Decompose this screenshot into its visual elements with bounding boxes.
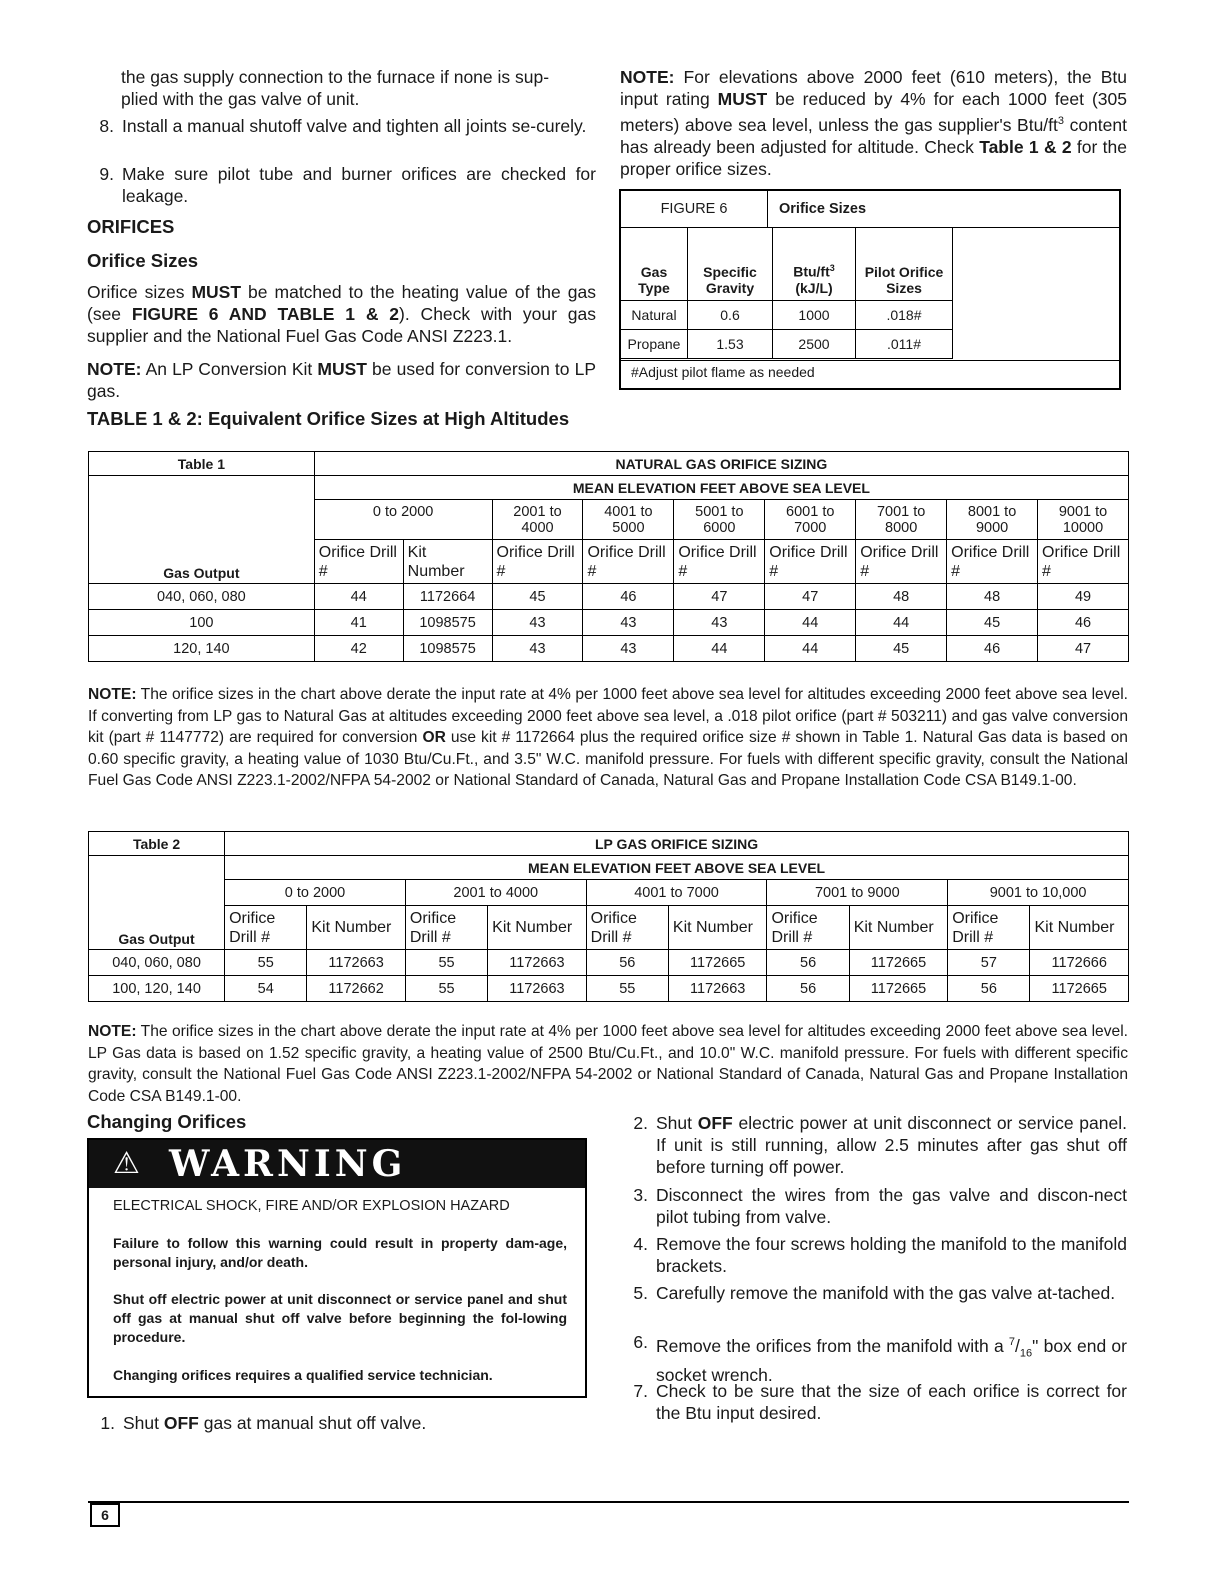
warning-banner bbox=[89, 1140, 585, 1188]
figure-6-table bbox=[621, 228, 953, 359]
orifice-sizes-paragraph: Orifice sizes MUST be matched to the heating value of the gas (see FIGURE 6 AND TABLE 1 & 2). Check with your gas supplier and the National Fuel Gas Code ANSI Z223.1. bbox=[87, 282, 597, 346]
col-btu: Btu/$ft^3$ (kJ/L) bbox=[773, 228, 856, 300]
table-row: Propane 1.53 2500 .011# bbox=[621, 329, 953, 358]
table-row: 040, 060, 080 44 1172664 45 46 47 47 48 48 49 bbox=[89, 584, 1129, 610]
lp-gas-note: NOTE: The orifice sizes in the chart above derate the input rate at 4% per 1000 feet above sea level for altitudes exceeding 2000 feet above sea level. LP Gas data is based on 1.52 specific gravity, a heating value of 2500 Btu/Cu.Ft., and 10.0" W.C. manifold pressure. For fuels with different specific gravity, consult the National Fuel Gas Code ANSI Z223.1-2002/NFPA 54-2002 or National Standard of Canada, Natural Gas and Propane Installation Code CSA B149.1-00. bbox=[88, 1023, 1128, 1105]
range-header: 9001 to 10,000 bbox=[948, 880, 1129, 906]
step-8: 8. Install a manual shutoff valve and tighten all joints se-curely. bbox=[99, 116, 587, 136]
range-header: 8001 to 9000 bbox=[947, 500, 1038, 540]
table-heading: TABLE 1 & 2: Equivalent Orifice Sizes at High Altitudes bbox=[87, 408, 570, 429]
heading-orifice-sizes: Orifice Sizes bbox=[87, 250, 199, 271]
warning-qualification: Changing orifices requires a qualified service technician. bbox=[113, 1367, 493, 1383]
step-1: 1. Shut OFF gas at manual shut off valve. bbox=[100, 1413, 427, 1433]
col-pilot: Pilot Orifice Sizes bbox=[856, 228, 953, 300]
lp-kit-note: NOTE: An LP Conversion Kit MUST be used for conversion to LP gas. bbox=[87, 359, 596, 401]
table-title: NATURAL GAS ORIFICE SIZING bbox=[314, 452, 1128, 476]
page-number: 6 bbox=[90, 1503, 120, 1527]
table-row: 120, 140 42 1098575 43 43 44 44 45 46 47 bbox=[89, 636, 1129, 662]
heading-orifices: ORIFICES bbox=[87, 216, 175, 237]
range-header: 7001 to 9000 bbox=[767, 880, 948, 906]
step-9: 9. Make sure pilot tube and burner orifices are checked for leakage. bbox=[99, 164, 596, 206]
table-subtitle: MEAN ELEVATION FEET ABOVE SEA LEVEL bbox=[225, 856, 1129, 880]
hazard-text: ELECTRICAL SHOCK, FIRE AND/OR EXPLOSION HAZARD bbox=[113, 1198, 510, 1214]
warning-consequence: Failure to follow this warning could result in property dam-age, personal injury, and/or death. bbox=[113, 1235, 567, 1270]
table-row: 100 41 1098575 43 43 43 44 44 45 46 bbox=[89, 610, 1129, 636]
table-subtitle: MEAN ELEVATION FEET ABOVE SEA LEVEL bbox=[314, 476, 1128, 500]
range-header: 2001 to 4000 bbox=[492, 500, 583, 540]
col-specific-gravity: Specific Gravity bbox=[688, 228, 773, 300]
table-row: 040, 060, 080 55 1172663 55 1172663 56 1172665 56 1172665 57 1172666 bbox=[89, 950, 1129, 976]
step-7: 7. Check to be sure that the size of each orifice is correct for the Btu input desired. bbox=[633, 1381, 1127, 1423]
step-2: 2. Shut OFF electric power at unit disconnect or service panel. If unit is still running, allow 2.5 minutes after gas shut off before turning off power. bbox=[633, 1113, 1127, 1177]
range-header: 6001 to 7000 bbox=[765, 500, 856, 540]
warning-title: WARNING bbox=[169, 1143, 407, 1185]
gas-output-header: Gas Output bbox=[89, 476, 315, 584]
table-1: Table 1 NATURAL GAS ORIFICE SIZING Gas Output MEAN ELEVATION FEET ABOVE SEA LEVEL 0 to 2000 2001 to 4000 4001 to 5000 5001 to 6000 6001 to 7000 7001 to 8000 8001 to 9000 9001 to 10000 Orifice Drill # Kit Number Orifice Drill # Orifice Drill # Orifice Drill # Orifice Drill # Orifice Drill # Orifice Drill # Orifice Drill # 040, 060, 080 44 1172664 45 46 47 47 48 48 49 100 41 1098575 43 43 43 44 44 45 46 120, 140 42 1098575 43 43 44 44 45 46 47 bbox=[88, 451, 1129, 662]
continued-step-text: the gas supply connection to the furnace if none is sup- plied with the gas valve of unit. bbox=[121, 67, 550, 109]
table-2: Table 2 LP GAS ORIFICE SIZING Gas Output MEAN ELEVATION FEET ABOVE SEA LEVEL 0 to 2000 2001 to 4000 4001 to 7000 7001 to 9000 9001 to 10,000 Orifice Drill # Kit Number Orifice Drill # Kit Number Orifice Drill # Kit Number Orifice Drill # Kit Number Orifice Drill # Kit Number 040, 060, 080 55 1172663 55 1172663 56 1172665 56 1172665 57 1172666 100, 120, 140 54 1172662 55 1172663 55 1172663 56 1172665 56 1172665 bbox=[88, 831, 1129, 1002]
range-header: 0 to 2000 bbox=[314, 500, 492, 540]
range-header: 5001 to 6000 bbox=[674, 500, 765, 540]
range-header: 7001 to 8000 bbox=[856, 500, 947, 540]
step-4: 4. Remove the four screws holding the manifold to the manifold brackets. bbox=[633, 1234, 1127, 1276]
range-header: 0 to 2000 bbox=[225, 880, 406, 906]
heading-changing-orifices: Changing Orifices bbox=[87, 1111, 247, 1132]
range-header: 4001 to 7000 bbox=[586, 880, 767, 906]
warning-icon: ⚠ bbox=[113, 1146, 140, 1181]
col-gas-type: Gas Type bbox=[621, 228, 688, 300]
range-header: 9001 to 10000 bbox=[1038, 500, 1129, 540]
figure-6 bbox=[619, 189, 1121, 390]
range-header: 2001 to 4000 bbox=[405, 880, 586, 906]
figure-footnote: #Adjust pilot flame as needed bbox=[631, 364, 815, 380]
range-header: 4001 to 5000 bbox=[583, 500, 674, 540]
step-6: 6. Remove the orifices from the manifold with a $^7/_{16}$" box end or socket wrench. bbox=[633, 1332, 1127, 1386]
table-row: Natural 0.6 1000 .018# bbox=[621, 300, 953, 329]
figure-title: Orifice Sizes bbox=[779, 201, 867, 217]
table-label: Table 2 bbox=[89, 832, 225, 856]
warning-instruction: Shut off electric power at unit disconnect or service panel and shut off gas at manual shut off valve before beginning the fol-lowing procedure. bbox=[113, 1291, 567, 1345]
table-label: Table 1 bbox=[89, 452, 315, 476]
table-row: 100, 120, 140 54 1172662 55 1172663 55 1172663 56 1172665 56 1172665 bbox=[89, 976, 1129, 1002]
natural-gas-note: NOTE: The orifice sizes in the chart above derate the input rate at 4% per 1000 feet above sea level for altitudes exceeding 2000 feet above sea level. If converting from LP gas to Natural Gas at altitudes exceeding 2000 feet above sea level, a .018 pilot orifice (part # 503211) and gas valve conversion kit (part # 1147772) are required for conversion OR use kit # 1172664 plus the required orifice size # shown in Table 1. Natural Gas data is based on 0.60 specific gravity, a heating value of 1030 Btu/Cu.Ft., and 3.5" W.C. manifold pressure. For fuels with different specific gravity, consult the National Fuel Gas Code ANSI Z223.1-2002/NFPA 54-2002 or National Standard of Canada, Natural Gas and Propane Installation Code CSA B149.1-00. bbox=[88, 686, 1128, 789]
step-3: 3. Disconnect the wires from the gas valve and discon-nect pilot tubing from valve. bbox=[633, 1185, 1127, 1227]
step-5: 5. Carefully remove the manifold with the gas valve at-tached. bbox=[633, 1283, 1116, 1303]
gas-output-header: Gas Output bbox=[89, 856, 225, 950]
elevation-note: NOTE: For elevations above 2000 feet (610 meters), the Btu input rating MUST be reduced by 4% for each 1000 feet (305 meters) above sea level, unless the gas supplier's Btu/$ft^3$ content has already been adjusted for altitude. Check Table 1 & 2 for the proper orifice sizes. bbox=[620, 67, 1127, 179]
table-title: LP GAS ORIFICE SIZING bbox=[225, 832, 1129, 856]
figure-label: FIGURE 6 bbox=[660, 201, 728, 217]
warning-box bbox=[87, 1138, 587, 1398]
footer-rule bbox=[88, 1501, 1129, 1503]
